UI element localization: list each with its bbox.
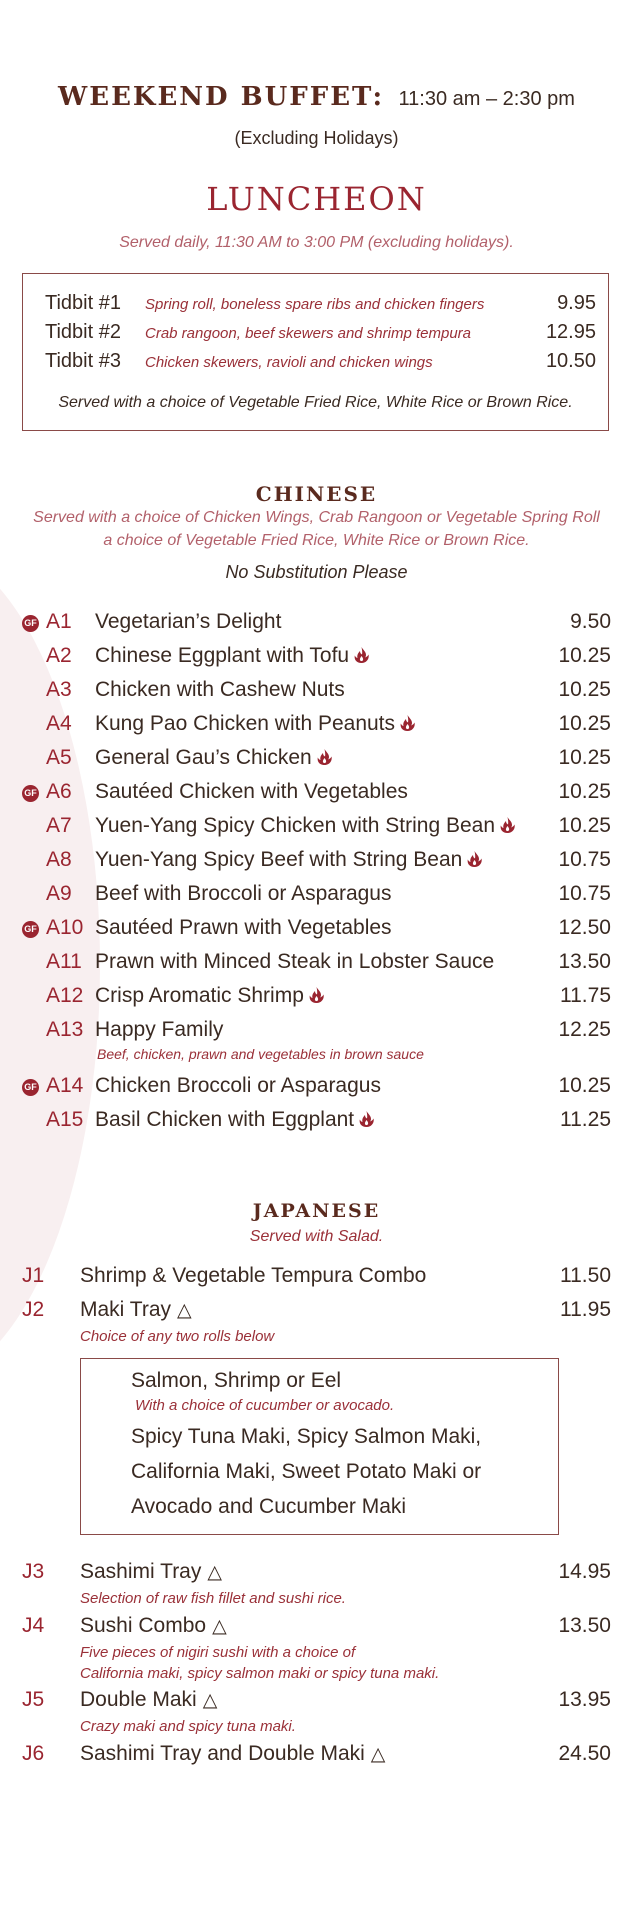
item-name-text: Sautéed Prawn with Vegetables: [95, 916, 392, 939]
item-name-text: Sashimi Tray and Double Maki: [80, 1742, 365, 1765]
item-price: 12.50: [558, 916, 611, 939]
item-price: 11.95: [560, 1298, 611, 1321]
maki-choice-box: [80, 1358, 559, 1535]
item-desc-line-1: Crazy maki and spicy tuna maki.: [80, 1718, 296, 1735]
item-name: [95, 1018, 223, 1042]
item-desc-line-2: California maki, spicy salmon maki or spicy tuna maki.: [80, 1665, 440, 1682]
item-name: [95, 712, 415, 736]
flame-icon: [309, 987, 324, 1003]
item-name: [95, 1108, 374, 1132]
japanese-title: JAPANESE: [252, 1200, 381, 1222]
item-name-text: Yuen-Yang Spicy Chicken with String Bean: [95, 814, 496, 837]
item-name-text: Double Maki: [80, 1688, 197, 1711]
item-name-text: Shrimp & Vegetable Tempura Combo: [80, 1264, 427, 1287]
menu-item-row: [0, 1018, 633, 1062]
item-code: A8: [46, 848, 72, 871]
item-name: [80, 1560, 222, 1584]
chinese-note-1: Served with a choice of Chicken Wings, Crab Rangoon or Vegetable Spring Roll: [33, 509, 600, 526]
item-price: 9.50: [570, 610, 611, 633]
item-name-text: Chinese Eggplant with Tofu: [95, 644, 350, 667]
item-name: [80, 1264, 426, 1288]
item-code: A6: [46, 780, 72, 803]
menu-item-row: [0, 644, 633, 676]
item-name-text: Basil Chicken with Eggplant: [95, 1108, 355, 1131]
item-desc: [80, 1716, 296, 1737]
item-price: 10.25: [558, 746, 611, 769]
tidbit-row: [23, 292, 608, 320]
item-name: [95, 746, 332, 770]
item-code: A9: [46, 882, 72, 905]
item-name-text: Chicken with Cashew Nuts: [95, 678, 345, 701]
maki-box-line-1: Spicy Tuna Maki, Spicy Salmon Maki,: [131, 1425, 482, 1448]
item-desc-line-1: Five pieces of nigiri sushi with a choice of: [80, 1644, 356, 1661]
menu-item-row: [0, 984, 633, 1016]
gf-badge-icon: GF: [22, 921, 39, 938]
tidbit-box: [22, 273, 609, 431]
item-code: A15: [46, 1108, 84, 1131]
item-price: 10.75: [558, 882, 611, 905]
item-price: 13.50: [558, 1614, 611, 1637]
item-desc: Beef, chicken, prawn and vegetables in brown sauce: [97, 1046, 424, 1062]
item-name-text: Sautéed Chicken with Vegetables: [95, 780, 408, 803]
menu-item-row: [0, 916, 633, 948]
item-name-text: Chicken Broccoli or Asparagus: [95, 1074, 381, 1097]
item-price: 10.25: [558, 780, 611, 803]
item-desc-line-1: Choice of any two rolls below: [80, 1328, 275, 1345]
menu-item-row: [0, 746, 633, 778]
maki-box-line-2: California Maki, Sweet Potato Maki or: [131, 1460, 482, 1483]
item-price: 10.25: [558, 678, 611, 701]
item-name: [95, 780, 408, 804]
menu-item-row: [0, 848, 633, 880]
flame-icon: [400, 715, 415, 731]
triangle-icon: △: [212, 1616, 227, 1637]
item-name-text: Crisp Aromatic Shrimp: [95, 984, 304, 1007]
item-name: [95, 848, 482, 872]
item-code: J3: [22, 1560, 45, 1583]
weekend-hours: 11:30 am – 2:30 pm: [398, 88, 575, 110]
item-code: A14: [46, 1074, 84, 1097]
item-price: 10.25: [558, 1074, 611, 1097]
item-name-text: Sushi Combo: [80, 1614, 207, 1637]
flame-icon: [359, 1111, 374, 1127]
item-name: [95, 678, 345, 702]
item-price: 11.25: [560, 1108, 611, 1131]
item-code: A10: [46, 916, 84, 939]
item-name: [80, 1614, 227, 1638]
item-code: J2: [22, 1298, 45, 1321]
item-code: A7: [46, 814, 72, 837]
item-price: 12.25: [558, 1018, 611, 1041]
item-name-text: Prawn with Minced Steak in Lobster Sauce: [95, 950, 495, 973]
tidbit-price: 12.95: [545, 321, 596, 343]
item-price: 13.95: [558, 1688, 611, 1711]
item-name-text: Yuen-Yang Spicy Beef with String Bean: [95, 848, 463, 871]
item-name: [95, 882, 391, 906]
item-code: A4: [46, 712, 72, 735]
item-code: J6: [22, 1742, 45, 1765]
item-code: A1: [46, 610, 72, 633]
tidbit-price: 10.50: [545, 350, 596, 372]
japanese-subtitle: Served with Salad.: [249, 1228, 384, 1245]
item-price: 11.75: [560, 984, 611, 1007]
item-price: 10.25: [558, 814, 611, 837]
item-name: [95, 950, 494, 974]
item-name-text: Sashimi Tray: [80, 1560, 202, 1583]
chinese-note-2: a choice of Vegetable Fried Rice, White Rice or Brown Rice.: [103, 532, 530, 549]
flame-icon: [354, 647, 369, 663]
tidbit-desc: Crab rangoon, beef skewers and shrimp tempura: [145, 325, 472, 342]
tidbit-name: Tidbit #2: [45, 321, 121, 343]
luncheon-title: LUNCHEON: [206, 180, 427, 218]
item-price: 10.25: [558, 712, 611, 735]
flame-icon: [467, 851, 482, 867]
item-code: A13: [46, 1018, 84, 1041]
tidbit-price: 9.95: [557, 292, 596, 314]
item-code: J5: [22, 1688, 45, 1711]
menu-item-row: [0, 678, 633, 710]
maki-box-sub: With a choice of cucumber or avocado.: [135, 1397, 395, 1414]
item-name: [80, 1298, 192, 1322]
triangle-icon: △: [370, 1744, 386, 1765]
menu-item-row: [0, 950, 633, 982]
item-desc-line-1: Selection of raw fish fillet and sushi rice.: [80, 1590, 346, 1607]
item-code: A3: [46, 678, 72, 701]
gf-badge-icon: GF: [22, 615, 39, 632]
item-price: 13.50: [558, 950, 611, 973]
gf-badge-icon: GF: [22, 1079, 39, 1096]
weekend-header: [0, 82, 633, 112]
item-desc: [80, 1642, 439, 1684]
item-name-text: Maki Tray: [80, 1298, 172, 1321]
item-name: [95, 916, 392, 940]
item-name: [80, 1742, 385, 1766]
no-substitution-note: No Substitution Please: [225, 562, 408, 582]
maki-box-line-3: Avocado and Cucumber Maki: [131, 1495, 407, 1518]
flame-icon: [500, 817, 515, 833]
weekend-title: WEEKEND BUFFET:: [58, 82, 385, 112]
item-price: 24.50: [558, 1742, 611, 1765]
tidbit-desc: Spring roll, boneless spare ribs and chicken fingers: [145, 296, 485, 313]
item-desc: [80, 1588, 346, 1609]
tidbit-desc: Chicken skewers, ravioli and chicken wings: [145, 354, 433, 371]
menu-item-row: [0, 1108, 633, 1140]
menu-item-row: [0, 882, 633, 914]
menu-item-row: [0, 1074, 633, 1106]
luncheon-subtitle: Served daily, 11:30 AM to 3:00 PM (excluding holidays).: [119, 234, 514, 251]
menu-item-row: [0, 712, 633, 744]
tidbit-name: Tidbit #3: [45, 350, 121, 372]
item-desc: [80, 1326, 274, 1347]
item-code: A12: [46, 984, 84, 1007]
item-name: [95, 814, 515, 838]
item-price: 11.50: [560, 1264, 611, 1287]
triangle-icon: △: [207, 1562, 222, 1583]
item-code: A11: [46, 950, 82, 973]
tidbit-row: [23, 321, 608, 349]
item-code: J1: [22, 1264, 45, 1287]
item-name: [95, 1074, 381, 1098]
item-price: 10.25: [558, 644, 611, 667]
item-name: [80, 1688, 217, 1712]
menu-item-row: [0, 814, 633, 846]
triangle-icon: △: [177, 1300, 192, 1321]
flame-icon: [317, 749, 332, 765]
item-name-text: Vegetarian’s Delight: [95, 610, 282, 633]
item-name-text: Happy Family: [95, 1018, 224, 1041]
triangle-icon: △: [202, 1690, 218, 1711]
item-code: J4: [22, 1614, 45, 1637]
item-name: [95, 610, 281, 634]
tidbit-served-with: Served with a choice of Vegetable Fried Rice, White Rice or Brown Rice.: [58, 394, 573, 411]
item-price: 10.75: [558, 848, 611, 871]
maki-box-title: Salmon, Shrimp or Eel: [131, 1369, 342, 1392]
item-price: 14.95: [558, 1560, 611, 1583]
menu-item-row: [0, 610, 633, 642]
gf-badge-icon: GF: [22, 785, 39, 802]
item-code: A5: [46, 746, 72, 769]
item-name: [95, 644, 369, 668]
item-name-text: General Gau’s Chicken: [95, 746, 312, 769]
chinese-title: CHINESE: [255, 482, 378, 506]
weekend-note: (Excluding Holidays): [234, 128, 399, 148]
item-name-text: Kung Pao Chicken with Peanuts: [95, 712, 396, 735]
item-name-text: Beef with Broccoli or Asparagus: [95, 882, 392, 905]
menu-item-row: [0, 780, 633, 812]
tidbit-name: Tidbit #1: [45, 292, 121, 314]
item-name: [95, 984, 324, 1008]
tidbit-row: [23, 350, 608, 378]
item-code: A2: [46, 644, 72, 667]
